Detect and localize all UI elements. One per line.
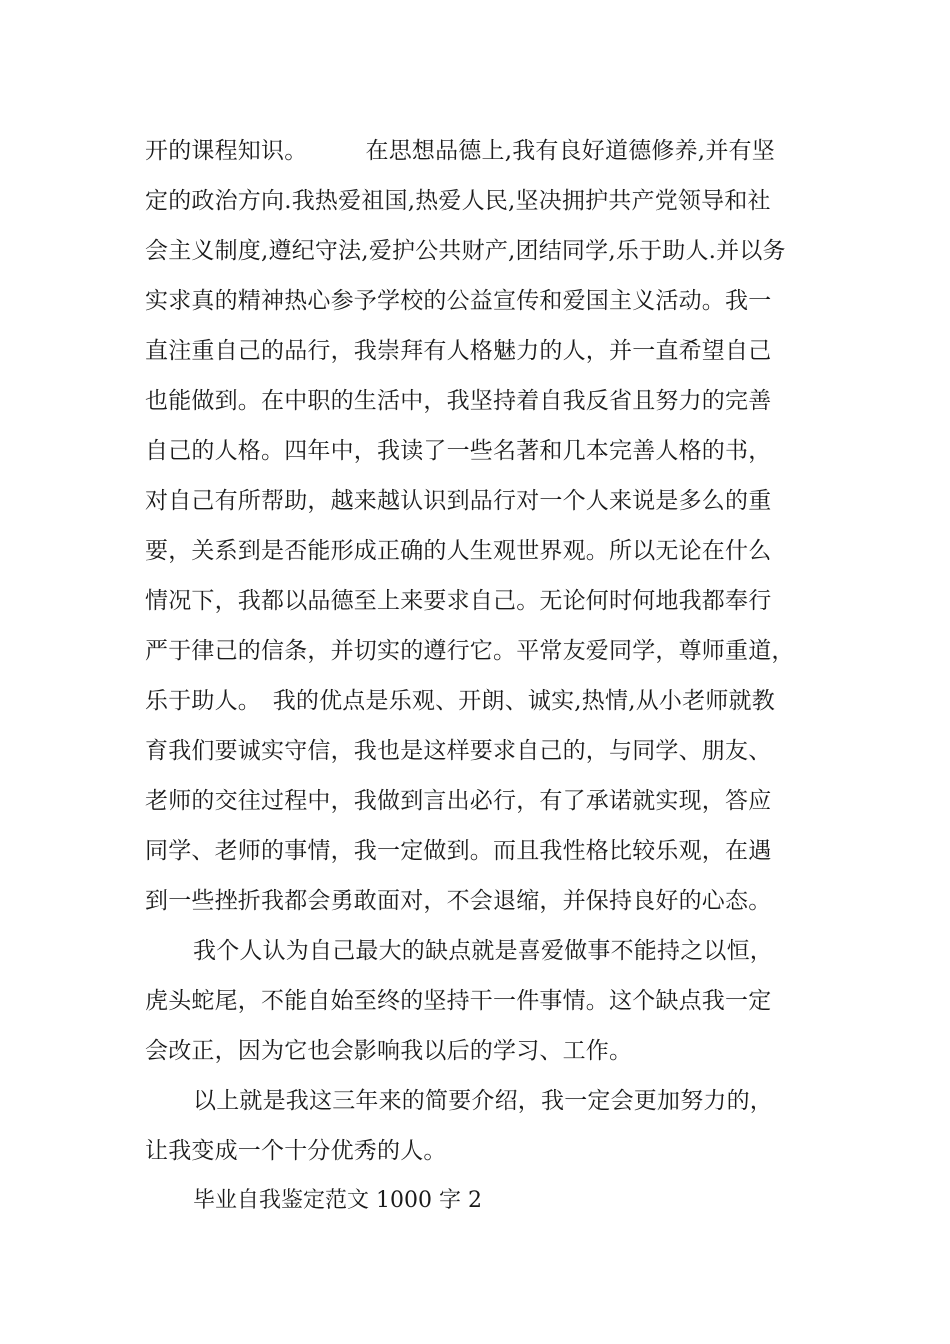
body-text-line: 会改正，因为它也会影响我以后的学习、工作。 xyxy=(145,1038,633,1064)
body-text-line: 对自己有所帮助，越来越认识到品行对一个人来说是多么的重 xyxy=(145,488,772,514)
body-text-line: 会主义制度,遵纪守法,爱护公共财产,团结同学,乐于助人.并以务 xyxy=(145,238,786,264)
paragraph-first-line: 我个人认为自己最大的缺点就是喜爱做事不能持之以恒， xyxy=(193,938,773,964)
body-text-line: 自己的人格。四年中，我读了一些名著和几本完善人格的书， xyxy=(145,438,772,464)
body-text-line: 严于律己的信条，并切实的遵行它。平常友爱同学，尊师重道， xyxy=(145,638,795,664)
body-text-line: 情况下，我都以品德至上来要求自己。无论何时何地我都奉行 xyxy=(145,588,772,614)
paragraph-first-line: 以上就是我这三年来的简要介绍，我一定会更加努力的， xyxy=(193,1088,773,1114)
body-text-line: 实求真的精神热心参予学校的公益宣传和爱国主义活动。我一 xyxy=(145,288,772,314)
body-text-line: 开的课程知识。 在思想品德上,我有良好道德修养,并有坚 xyxy=(145,138,775,164)
body-text-line: 定的政治方向.我热爱祖国,热爱人民,坚决拥护共产党领导和社 xyxy=(145,188,771,214)
body-text-line: 虎头蛇尾，不能自始至终的坚持干一件事情。这个缺点我一定 xyxy=(145,988,772,1014)
body-text-line: 到一些挫折我都会勇敢面对，不会退缩，并保持良好的心态。 xyxy=(145,888,772,914)
body-text-line: 让我变成一个十分优秀的人。 xyxy=(145,1138,447,1164)
body-text-line: 乐于助人。 我的优点是乐观、开朗、诚实,热情,从小老师就教 xyxy=(145,688,775,714)
body-text-line: 老师的交往过程中，我做到言出必行，有了承诺就实现，答应 xyxy=(145,788,772,814)
body-text-line: 同学、老师的事情，我一定做到。而且我性格比较乐观，在遇 xyxy=(145,838,772,864)
body-text-line: 直注重自己的品行，我崇拜有人格魅力的人，并一直希望自己 xyxy=(145,338,772,364)
body-text-line: 要，关系到是否能形成正确的人生观世界观。所以无论在什么 xyxy=(145,538,772,564)
body-text-line: 也能做到。在中职的生活中，我坚持着自我反省且努力的完善 xyxy=(145,388,772,414)
section-heading: 毕业自我鉴定范文 1000 字 2 xyxy=(193,1188,482,1213)
body-text-line: 育我们要诚实守信，我也是这样要求自己的，与同学、朋友、 xyxy=(145,738,772,764)
